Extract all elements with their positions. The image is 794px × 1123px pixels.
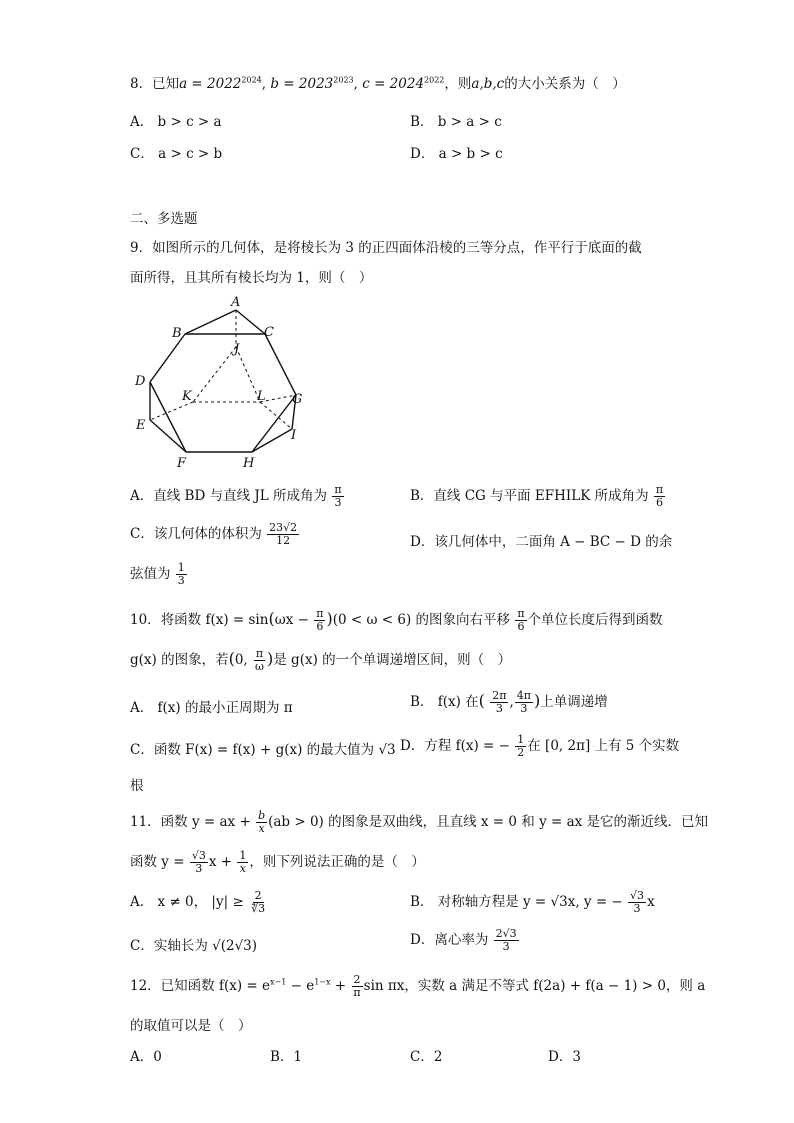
fraction: $\frac{\pi}{\omega}$	[255, 647, 265, 673]
label-C: C	[264, 325, 274, 340]
q10-stem-line2: g(x) 的图象，若(0, $\frac{\pi}{\omega}$ )是 g(x) 的一个单调递增区间，则（ ）	[130, 647, 512, 673]
section-heading-multi-choice: 二、多选题	[130, 211, 198, 227]
fraction: $\frac{4\pi}{3}$	[516, 689, 531, 715]
label-J: J	[234, 342, 240, 357]
label-A: A	[231, 295, 241, 310]
q11-option-a: A． x ≠ 0， |y| ≥ $\frac{2}{∜3}$	[130, 889, 266, 915]
q9-stem-line1: 9．如图所示的几何体，是将棱长为 3 的正四面体沿棱的三等分点，作平行于底面的截	[130, 240, 642, 256]
q10-option-a: A． f(x) 的最小正周期为 π	[130, 700, 293, 716]
fraction: $\frac{1}{2}$	[517, 733, 525, 759]
fraction: $\frac{1}{3}$	[177, 561, 185, 587]
q10-option-d: D．方程 f(x) = − $\frac{1}{2}$ 在 [0, 2π] 上有 5 个实数	[400, 733, 680, 759]
q10-stem-line1: 10．将函数 f(x) = sin(ωx − $\frac{\pi}{6}$ )(0 < ω < 6) 的图象向右平移 $\frac{\pi}{6}$ 个单位长度后得到函数	[130, 607, 663, 633]
fraction: $\frac{√3}{3}$	[630, 889, 645, 915]
label-L: L	[257, 389, 266, 404]
fraction: $\frac{b}{x}$	[258, 809, 266, 835]
fraction: $\frac{2}{\pi}$	[353, 973, 361, 999]
q11-option-b: B． 对称轴方程是 y = √3x, y = − $\frac{√3}{3}$ x	[410, 889, 655, 915]
q12-stem-line2: 的取值可以是（ ）	[130, 1018, 252, 1034]
q12-option-b: B．1	[270, 1049, 303, 1065]
label-I: I	[291, 428, 297, 443]
label-G: G	[292, 392, 303, 407]
q12-stem-line1: 12．已知函数 $f(x) = e^{x-1} - e^{1-x}$ + $\frac{2}{\pi}$ sin πx，实数 a 满足不等式 f(2a) + f(a − 1) > 0，则 a	[130, 973, 706, 999]
fraction: $\frac{\pi}{6}$	[517, 607, 525, 633]
fraction: $\frac{2√3}{3}$	[495, 927, 517, 953]
fraction: $\frac{\pi}{6}$	[316, 607, 324, 633]
fraction: $\frac{23√2}{12}$	[269, 521, 298, 547]
label-H: H	[243, 456, 255, 471]
q8-option-b: B． b > a > c	[410, 114, 502, 130]
q8-stem: 8．已知$a = 2022^{2024}$, $b = 2023^{2023}$, $c = 2024^{2022}$，则a,b,c的大小关系为（ ）	[130, 75, 626, 92]
fraction: $\frac{\pi}{3}$	[334, 483, 342, 509]
q9-option-a: A．直线 BD 与直线 JL 所成角为 $\frac{\pi}{3}$	[130, 483, 342, 509]
q12-option-d: D．3	[548, 1049, 581, 1065]
q10-option-b: B． f(x) 在( $\frac{2\pi}{3}$ , $\frac{4\pi}{3}$ )上单调递增	[410, 689, 608, 715]
fraction: $\frac{√3}{3}$	[191, 849, 206, 875]
q8-option-c: C． a > c > b	[130, 146, 223, 162]
q9-stem-line2: 面所得，且其所有棱长均为 1，则（ ）	[130, 270, 373, 286]
label-F: F	[177, 456, 187, 471]
q9-geometry-figure	[130, 292, 310, 472]
label-B: B	[172, 326, 182, 341]
q11-option-d: D．离心率为 $\frac{2√3}{3}$	[410, 927, 517, 953]
q11-stem-line2: 函数 y = $\frac{√3}{3}$ x + $\frac{1}{x}$ ，则下列说法正确的是（ ）	[130, 849, 425, 875]
q10-option-d-cont: 根	[130, 778, 144, 794]
q9-option-d-cont: 弦值为 $\frac{1}{3}$	[130, 561, 185, 587]
q9-option-b: B．直线 CG 与平面 EFHILK 所成角为 $\frac{\pi}{6}$	[410, 483, 664, 509]
q8-option-a: A． b > c > a	[130, 114, 222, 130]
q10-option-c: C．函数 F(x) = f(x) + g(x) 的最大值为 √3	[130, 742, 396, 758]
fraction: $\frac{\pi}{6}$	[655, 483, 664, 509]
fraction: $\frac{1}{x}$	[239, 849, 247, 875]
label-K: K	[182, 389, 192, 404]
q11-option-c: C．实轴长为 √(2√3)	[130, 938, 258, 954]
q8-option-d: D． a > b > c	[410, 146, 503, 162]
fraction: $\frac{2\pi}{3}$	[492, 689, 507, 715]
fraction: $\frac{2}{∜3}$	[251, 889, 266, 915]
q12-option-c: C．2	[410, 1049, 443, 1065]
label-D: D	[135, 374, 146, 389]
q9-option-d: D．该几何体中，二面角 A − BC − D 的余	[410, 534, 673, 550]
label-E: E	[136, 418, 146, 433]
q11-stem-line1: 11．函数 y = ax + $\frac{b}{x}$ (ab > 0) 的图象是双曲线，且直线 x = 0 和 y = ax 是它的渐近线．已知	[130, 809, 709, 835]
q12-option-a: A．0	[130, 1049, 162, 1065]
q9-option-c: C．该几何体的体积为 $\frac{23√2}{12}$	[130, 521, 298, 547]
